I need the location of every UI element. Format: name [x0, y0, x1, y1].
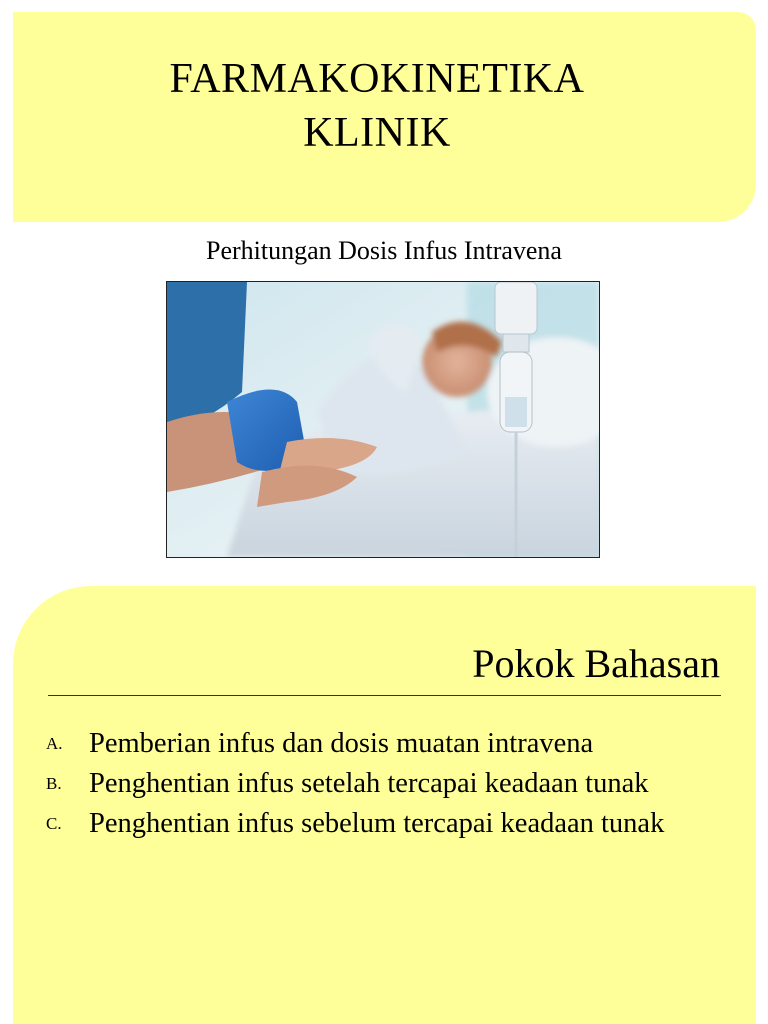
title-line-1: FARMAKOKINETIKA: [169, 56, 585, 102]
list-item: [46, 724, 721, 764]
list-marker: C.: [46, 814, 62, 833]
list-item: [46, 804, 721, 844]
list-item-text: Penghentian infus sebelum tercapai keadaan tunak: [89, 808, 665, 839]
list-item-text: Penghentian infus setelah tercapai keadaan tunak: [89, 768, 649, 799]
list-marker: B.: [46, 774, 62, 793]
subtitle: Perhitungan Dosis Infus Intravena: [206, 236, 562, 265]
page-title: [13, 52, 741, 160]
topic-list: [46, 724, 721, 844]
list-item-text: Pemberian infus dan dosis muatan intravena: [89, 728, 594, 759]
section-heading: Pokok Bahasan: [472, 641, 720, 686]
list-marker: A.: [46, 734, 63, 753]
title-line-2: KLINIK: [303, 110, 451, 156]
list-item: [46, 764, 721, 804]
iv-infusion-photo: [166, 281, 600, 558]
heading-divider: [48, 695, 721, 696]
